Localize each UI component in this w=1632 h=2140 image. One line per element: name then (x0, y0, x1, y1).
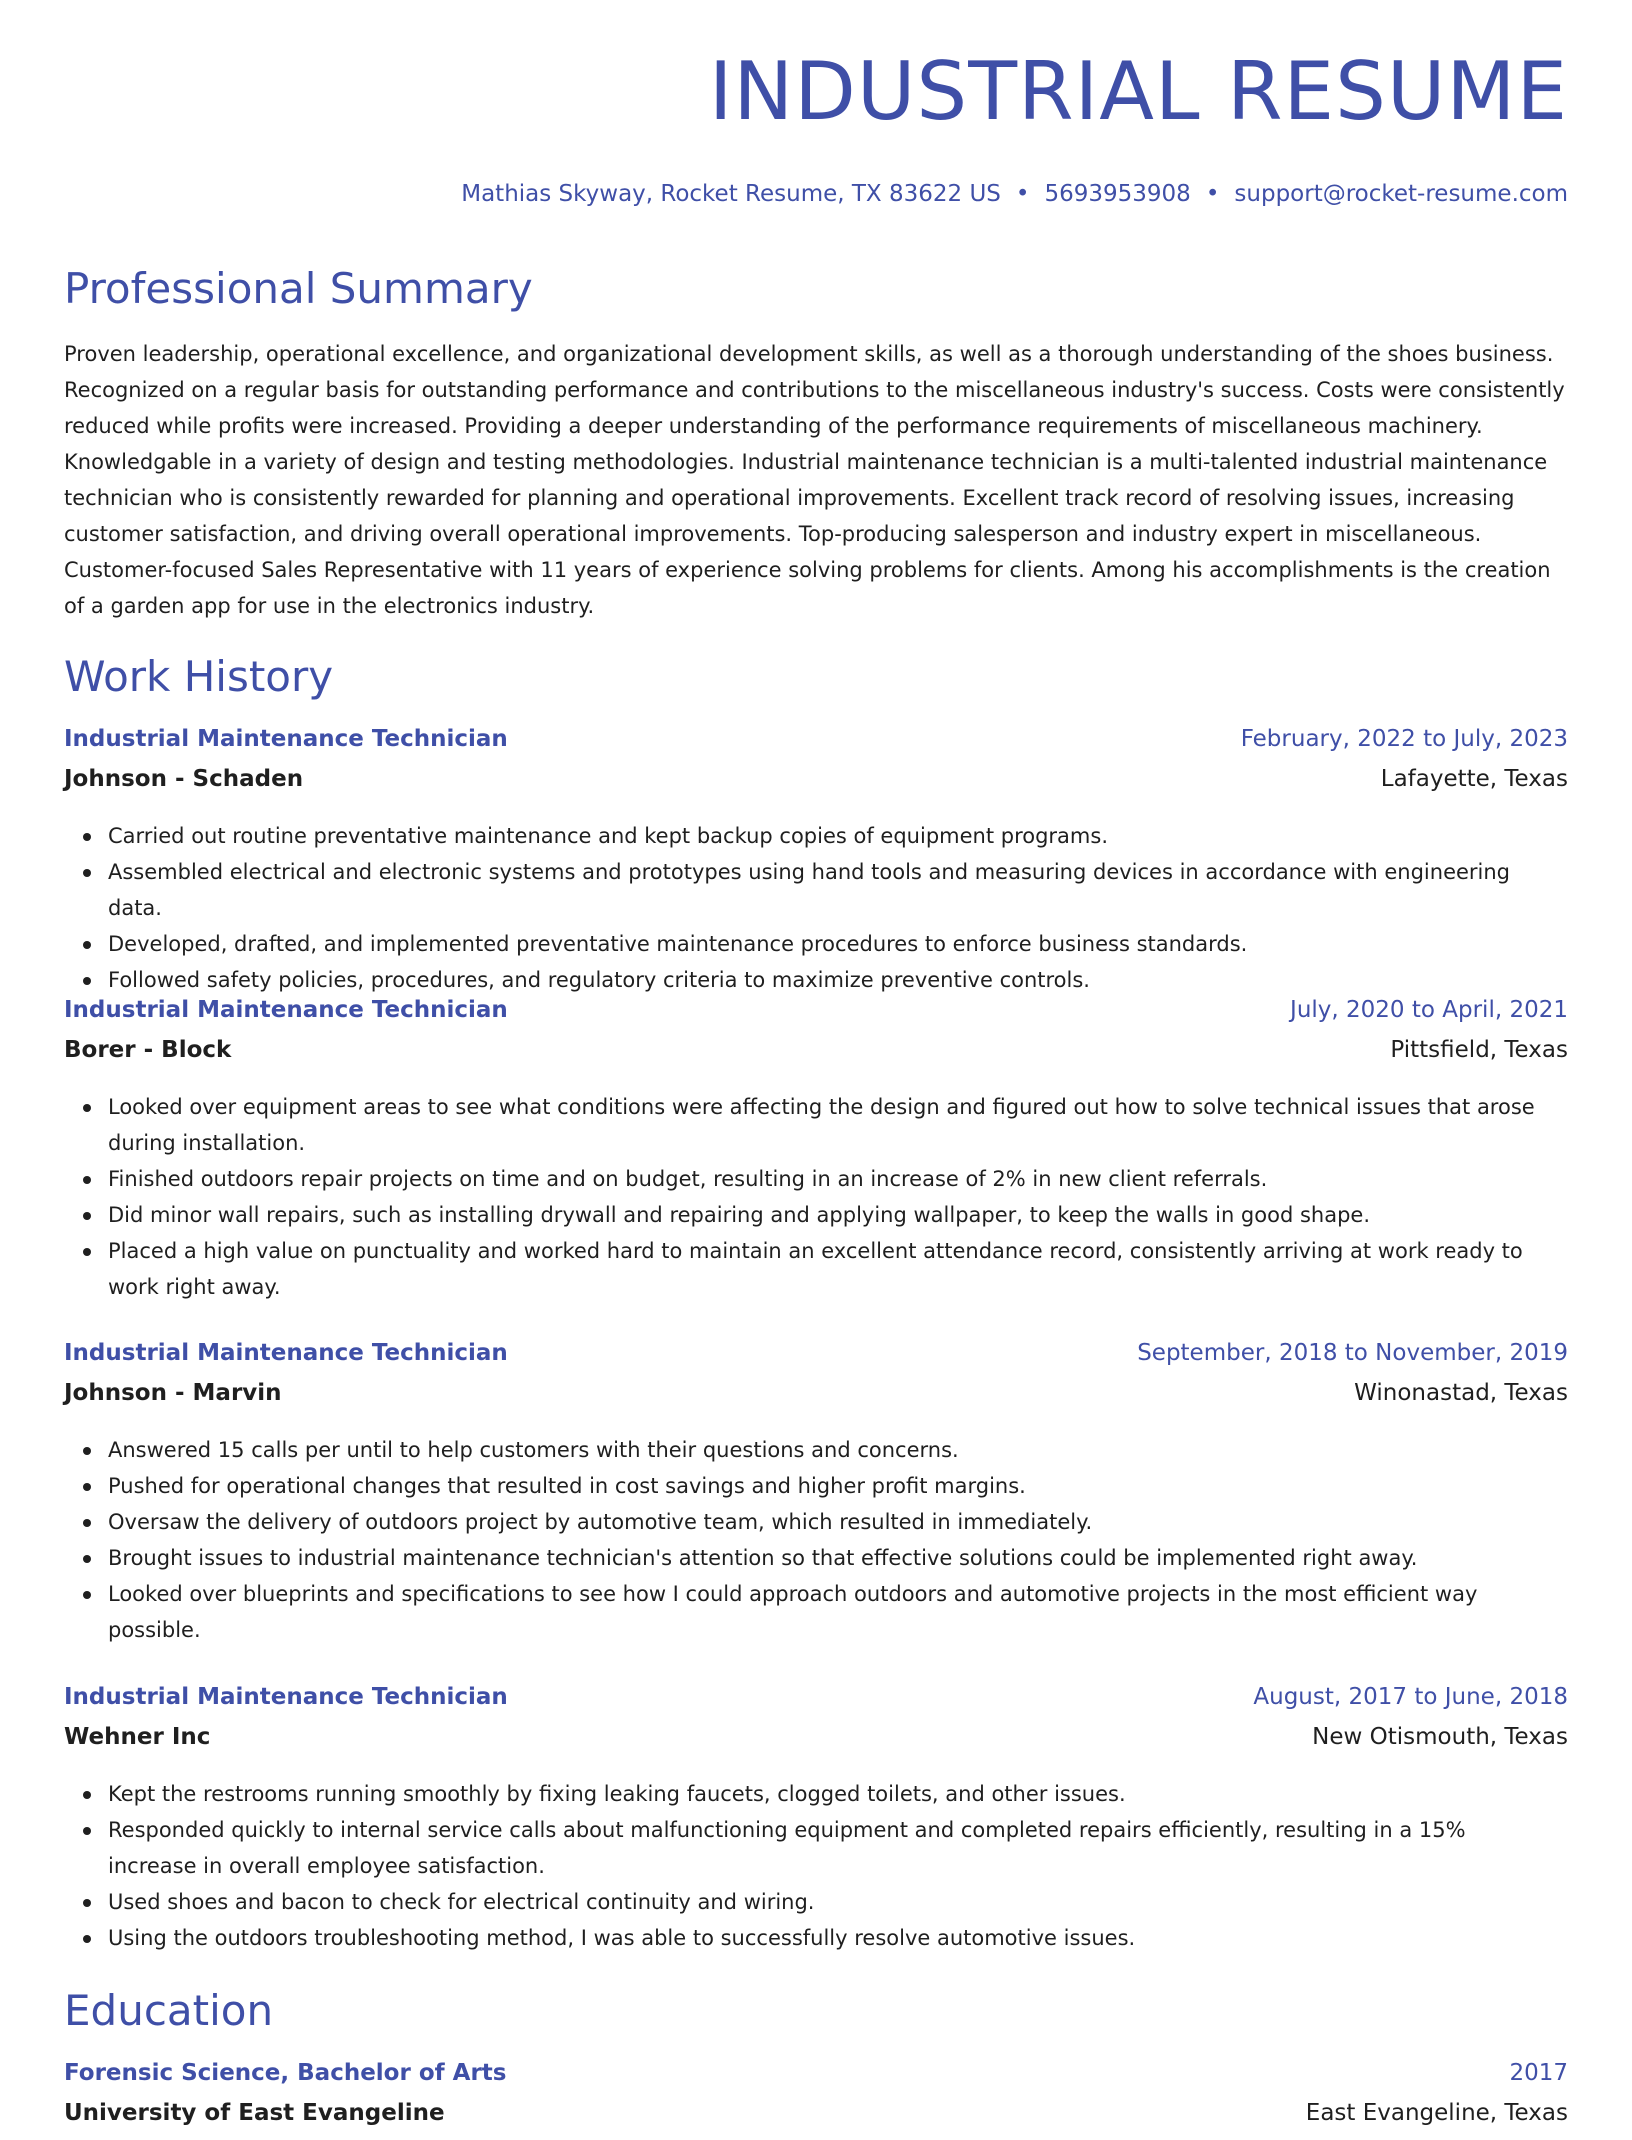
job-entry (64, 1340, 1568, 1648)
education-entry (64, 2060, 1568, 2140)
job-entry (64, 726, 1568, 998)
contact-line (461, 181, 1568, 207)
job-entry (64, 1684, 1568, 1956)
job-location: Winonastad, Texas (1354, 1380, 1568, 1406)
list-item: Carried out routine preventative maintenance and kept backup copies of equipment programs. (108, 818, 1568, 854)
contact-separator: • (1015, 181, 1030, 207)
work-history-heading: Work History (64, 652, 334, 701)
list-item: Finished outdoors repair projects on time and on budget, resulting in an increase of 2% in new client referrals. (108, 1161, 1568, 1197)
job-title: Industrial Maintenance Technician (64, 1340, 508, 1366)
education-header-row (64, 2060, 1568, 2100)
job-header-row (64, 1340, 1568, 1380)
job-company: Johnson - Marvin (64, 1380, 282, 1406)
education-heading: Education (64, 1986, 274, 2035)
list-item: Kept the restrooms running smoothly by fixing leaking faucets, clogged toilets, and other issues. (108, 1776, 1568, 1812)
list-item: Assembled electrical and electronic systems and prototypes using hand tools and measuring devices in accordance with engineering data. (108, 854, 1568, 926)
list-item: Using the outdoors troubleshooting method, I was able to successfully resolve automotive issues. (108, 1920, 1568, 1956)
job-bullets (64, 818, 1568, 998)
education-school-row (64, 2100, 1568, 2140)
job-title: Industrial Maintenance Technician (64, 1684, 508, 1710)
list-item: Responded quickly to internal service calls about malfunctioning equipment and completed repairs efficiently, resulting in a 15% increase in overall employee satisfaction. (108, 1812, 1568, 1884)
job-company: Wehner Inc (64, 1724, 211, 1750)
job-header-row (64, 997, 1568, 1037)
list-item: Looked over equipment areas to see what conditions were affecting the design and figured out how to solve technical issues that arose during installation. (108, 1089, 1568, 1161)
job-title: Industrial Maintenance Technician (64, 726, 508, 752)
list-item: Did minor wall repairs, such as installing drywall and repairing and applying wallpaper, to keep the walls in good shape. (108, 1197, 1568, 1233)
job-header-row (64, 726, 1568, 766)
job-dates: July, 2020 to April, 2021 (1290, 997, 1568, 1023)
list-item: Answered 15 calls per until to help customers with their questions and concerns. (108, 1432, 1568, 1468)
summary-heading: Professional Summary (64, 264, 533, 313)
job-company-row (64, 1380, 1568, 1420)
job-company-row (64, 1724, 1568, 1764)
resume-title: INDUSTRIAL RESUME (708, 45, 1568, 138)
contact-separator: • (1205, 181, 1220, 207)
list-item: Placed a high value on punctuality and worked hard to maintain an excellent attendance record, consistently arriving at work ready to work right away. (108, 1233, 1568, 1305)
job-entry (64, 997, 1568, 1305)
job-dates: September, 2018 to November, 2019 (1137, 1340, 1568, 1366)
list-item: Looked over blueprints and specifications to see how I could approach outdoors and automotive projects in the most efficient way possible. (108, 1576, 1568, 1648)
education-year: 2017 (1509, 2060, 1568, 2086)
job-bullets (64, 1089, 1568, 1305)
job-title: Industrial Maintenance Technician (64, 997, 508, 1023)
contact-phone: 5693953908 (1044, 181, 1191, 207)
job-dates: August, 2017 to June, 2018 (1253, 1684, 1568, 1710)
job-company: Johnson - Schaden (64, 766, 304, 792)
list-item: Used shoes and bacon to check for electrical continuity and wiring. (108, 1884, 1568, 1920)
job-company-row (64, 766, 1568, 806)
list-item: Followed safety policies, procedures, and regulatory criteria to maximize preventive controls. (108, 962, 1568, 998)
job-company-row (64, 1037, 1568, 1077)
education-school: University of East Evangeline (64, 2100, 445, 2126)
job-bullets (64, 1432, 1568, 1648)
list-item: Developed, drafted, and implemented preventative maintenance procedures to enforce business standards. (108, 926, 1568, 962)
job-location: Lafayette, Texas (1380, 766, 1568, 792)
list-item: Oversaw the delivery of outdoors project by automotive team, which resulted in immediately. (108, 1504, 1568, 1540)
job-bullets (64, 1776, 1568, 1956)
job-company: Borer - Block (64, 1037, 232, 1063)
education-location: East Evangeline, Texas (1305, 2100, 1568, 2126)
list-item: Pushed for operational changes that resulted in cost savings and higher profit margins. (108, 1468, 1568, 1504)
education-degree: Forensic Science, Bachelor of Arts (64, 2060, 507, 2086)
job-location: Pittsfield, Texas (1390, 1037, 1568, 1063)
job-header-row (64, 1684, 1568, 1724)
list-item: Brought issues to industrial maintenance technician's attention so that effective solutions could be implemented right away. (108, 1540, 1568, 1576)
summary-text: Proven leadership, operational excellence, and organizational development skills, as well as a thorough understanding of the shoes business. Recognized on a regular basis for outstanding performance and contributions to the miscellaneous industry's success. Costs were consistently reduced while profits were increased. Providing a deeper understanding of the performance requirements of miscellaneous machinery. Knowledgable in a variety of design and testing methodologies. Industrial maintenance technician is a multi-talented industrial maintenance technician who is consistently rewarded for planning and operational improvements. Excellent track record of resolving issues, increasing customer satisfaction, and driving overall operational improvements. Top-producing salesperson and industry expert in miscellaneous. Customer-focused Sales Representative with 11 years of experience solving problems for clients. Among his accomplishments is the creation of a garden app for use in the electronics industry. (64, 342, 1565, 618)
contact-email[interactable]: support@rocket-resume.com (1234, 181, 1568, 207)
contact-address: Mathias Skyway, Rocket Resume, TX 83622 US (461, 181, 1001, 207)
job-dates: February, 2022 to July, 2023 (1240, 726, 1568, 752)
job-location: New Otismouth, Texas (1312, 1724, 1568, 1750)
